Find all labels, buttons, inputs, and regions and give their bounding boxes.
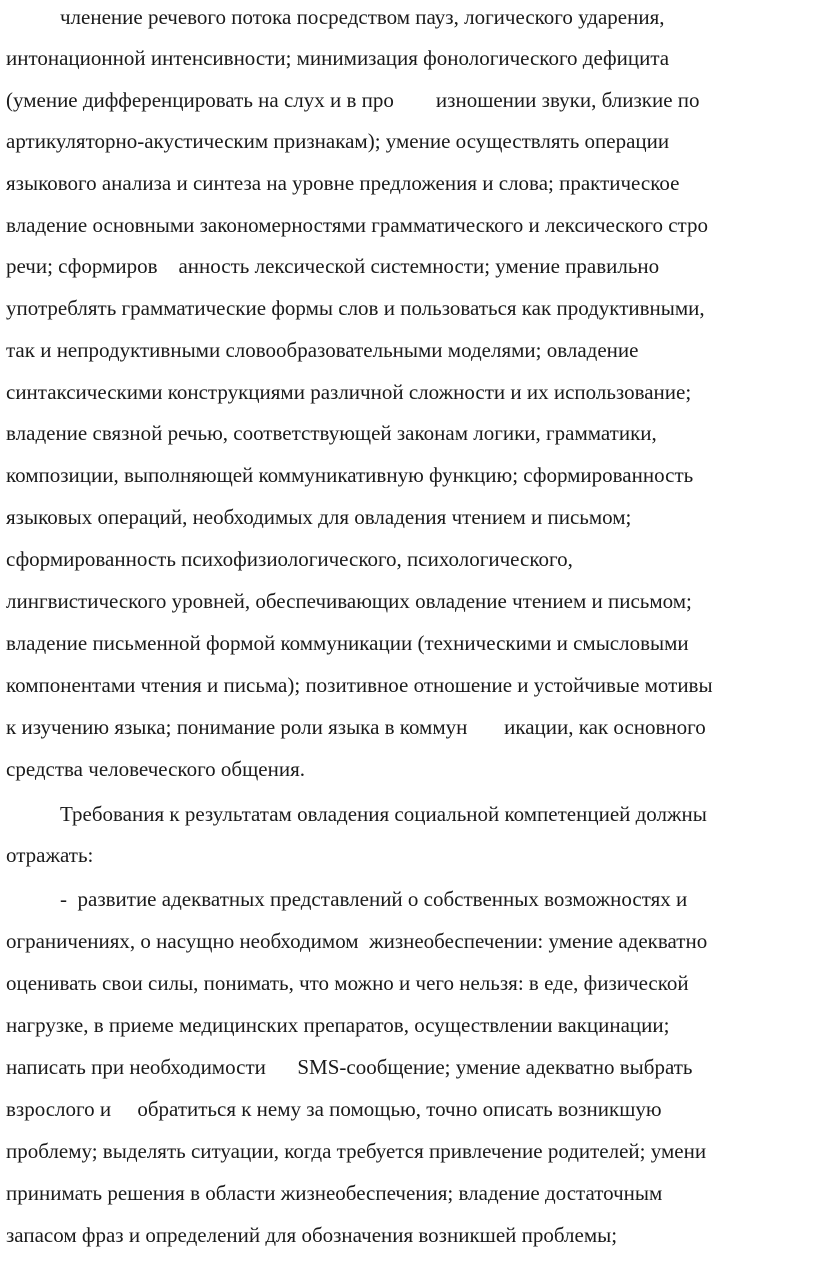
text-line: языкового анализа и синтеза на уровне предложения и слова; практическое (6, 171, 680, 195)
text-line: артикуляторно-акустическим признакам); умение осуществлять операции (6, 129, 670, 153)
text-line: нагрузке, в приеме медицинских препаратов, осуществлении вакцинации; (6, 1013, 670, 1037)
text-line: (умение дифференцировать на слух и в про изношении звуки, близкие по (6, 88, 700, 112)
text-line: - развитие адекватных представлений о собственных возможностях и (60, 887, 688, 911)
text-line: так и непродуктивными словообразовательными моделями; овладение (6, 338, 639, 362)
text-line: речи; сформиров анность лексической системности; умение правильно (6, 254, 660, 278)
text-line: запасом фраз и определений для обозначения возникшей проблемы; (6, 1223, 618, 1247)
text-line: владение связной речью, соответствующей законам логики, грамматики, (6, 421, 657, 445)
text-line: владение письменной формой коммуникации (техническими и смысловыми (6, 631, 689, 655)
text-line: языковых операций, необходимых для овладения чтением и письмом; (6, 505, 632, 529)
text-line: композиции, выполняющей коммуникативную функцию; сформированность (6, 463, 694, 487)
text-line: к изучению языка; понимание роли языка в коммун икации, как основного (6, 715, 706, 739)
text-line: проблему; выделять ситуации, когда требуется привлечение родителей; умени (6, 1139, 707, 1163)
text-line: взрослого и обратиться к нему за помощью, точно описать возникшую (6, 1097, 662, 1121)
text-line: принимать решения в области жизнеобеспечения; владение достаточным (6, 1181, 663, 1205)
text-line: интонационной интенсивности; минимизация фонологического дефицита (6, 46, 670, 70)
text-line: лингвистического уровней, обеспечивающих овладение чтением и письмом; (6, 589, 692, 613)
text-line: оценивать свои силы, понимать, что можно и чего нельзя: в еде, физической (6, 971, 689, 995)
text-line: Требования к результатам овладения социальной компетенцией должны (60, 802, 707, 826)
text-line: средства человеческого общения. (6, 757, 305, 781)
text-line: употреблять грамматические формы слов и пользоваться как продуктивными, (6, 296, 705, 320)
text-line: ограничениях, о насущно необходимом жизнеобеспечении: умение адекватно (6, 929, 708, 953)
text-line: отражать: (6, 843, 94, 867)
text-line: сформированность психофизиологического, психологического, (6, 547, 573, 571)
text-line: компонентами чтения и письма); позитивное отношение и устойчивые мотивы (6, 673, 713, 697)
text-line: написать при необходимости SMS-сообщение; умение адекватно выбрать (6, 1055, 693, 1079)
text-line: владение основными закономерностями грамматического и лексического стро (6, 213, 708, 237)
text-line: синтаксическими конструкциями различной сложности и их использование; (6, 380, 692, 404)
text-line: членение речевого потока посредством пауз, логического ударения, (60, 5, 665, 29)
